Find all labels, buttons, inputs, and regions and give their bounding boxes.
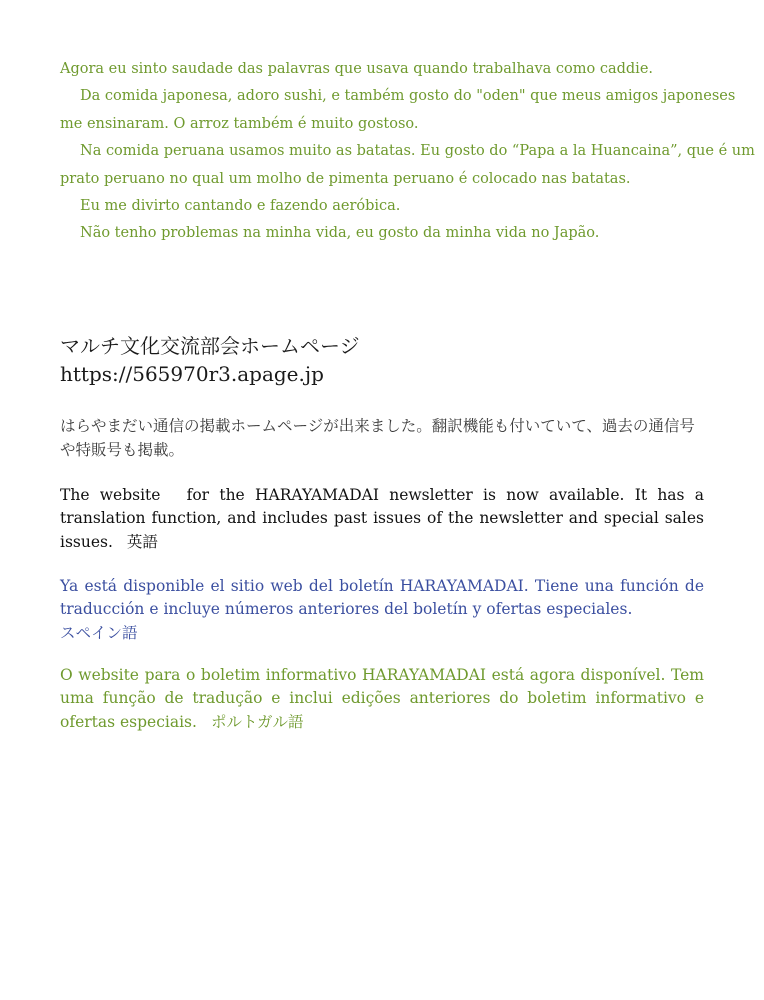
- notice-english: [60, 484, 704, 554]
- letter-line: me ensinaram. O arroz também é muito gostoso.: [60, 115, 419, 132]
- letter-line: Eu me divirto cantando e fazendo aeróbica.: [80, 198, 401, 215]
- notice-english-text: The website for the HARAYAMADAI newsletter is now available. It has a translation function, and includes past issues of the newsletter and special sales issues.: [60, 486, 704, 551]
- language-tag-portuguese: ポルトガル語: [210, 712, 304, 731]
- language-tag-spanish: スペイン語: [60, 623, 138, 642]
- letter-line: Da comida japonesa, adoro sushi, e também gosto do "oden" que meus amigos japoneses: [80, 88, 736, 105]
- homepage-url[interactable]: https://565970r3.apage.jp: [60, 362, 324, 386]
- notice-japanese: はらやまだい通信の掲載ホームページが出来ました。翻訳機能も付いていて、過去の通信号や特販号も掲載。: [60, 417, 695, 459]
- language-tag-english: 英語: [126, 532, 158, 551]
- notice-portuguese: [60, 664, 704, 734]
- letter-line: Na comida peruana usamos muito as batatas. Eu gosto do “Papa a la Huancaina”, que é um: [80, 143, 755, 160]
- notice-portuguese-text: O website para o boletim informativo HARAYAMADAI está agora disponível. Tem uma função de tradução e inclui edições anteriores do boletim informativo e ofertas especiais.: [60, 666, 704, 731]
- letter-line: Não tenho problemas na minha vida, eu gosto da minha vida no Japão.: [80, 225, 600, 242]
- notice-spanish-text: Ya está disponible el sitio web del boletín HARAYAMADAI. Tiene una función de traducción e incluye números anteriores del boletín y ofertas especiales.: [60, 577, 704, 619]
- letter-line: Agora eu sinto saudade das palavras que usava quando trabalhava como caddie.: [60, 61, 654, 77]
- notice-spanish: [60, 575, 704, 645]
- portuguese-letter: [60, 56, 755, 248]
- homepage-title: マルチ文化交流部会ホームページ: [60, 334, 360, 358]
- letter-line: prato peruano no qual um molho de pimenta peruano é colocado nas batatas.: [60, 170, 631, 187]
